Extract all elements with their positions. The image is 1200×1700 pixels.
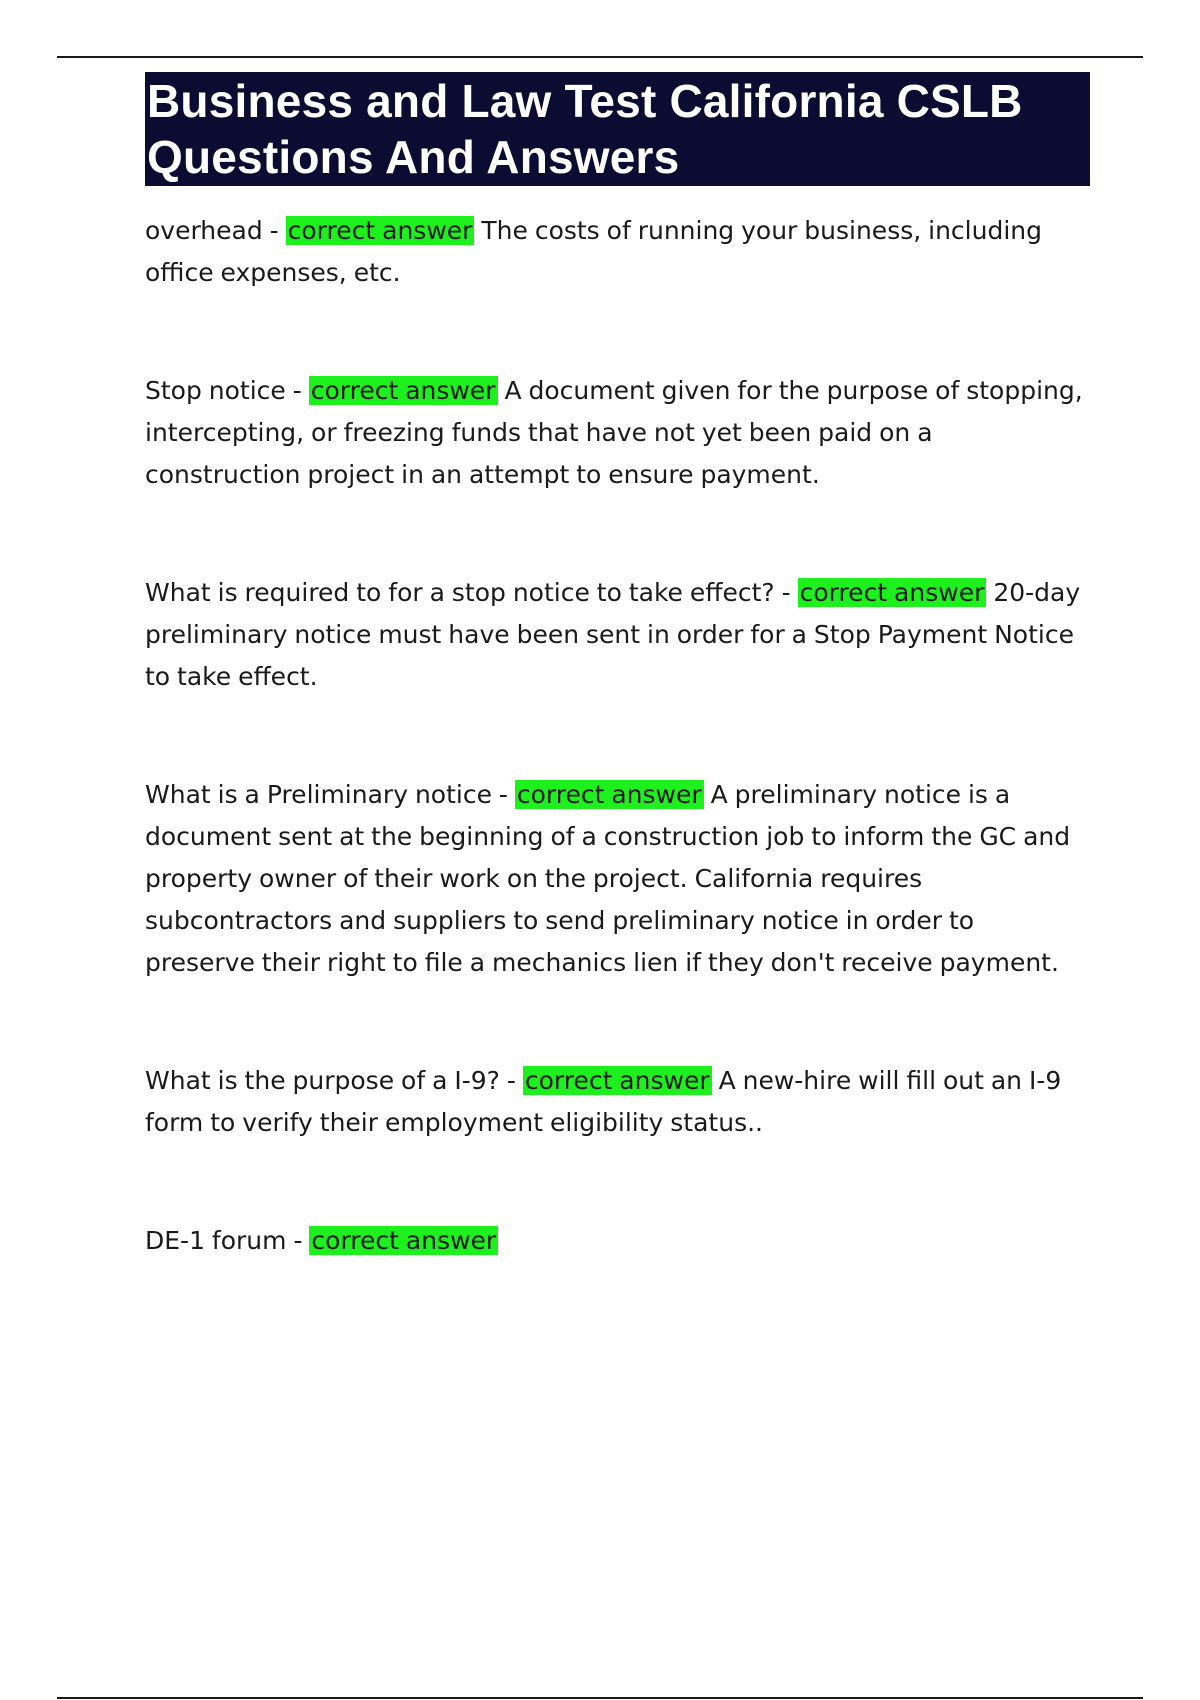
answer-text: A preliminary notice is a document sent at the beginning of a construction job to inform the GC and property owner of their work on the project. California requires subcontractors and suppliers to send preliminary notice in order to preserve their right to file a mechanics lien if they don't receive payment. xyxy=(145,780,1071,977)
correct-answer-highlight: correct answer xyxy=(310,376,496,405)
qa-item-de1-forum xyxy=(145,1220,1090,1262)
correct-answer-highlight: correct answer xyxy=(516,780,702,809)
qa-item-stop-notice-requirement xyxy=(145,572,1090,698)
question-text: What is the purpose of a I-9? - xyxy=(145,1066,523,1095)
top-rule xyxy=(57,56,1143,58)
answer-text: 20-day preliminary notice must have been sent in order for a Stop Payment Notice to take effect. xyxy=(145,578,1081,691)
qa-item-stop-notice xyxy=(145,370,1090,496)
document-body xyxy=(145,72,1090,1338)
document-title: Business and Law Test California CSLB Questions And Answers xyxy=(147,75,1023,183)
question-text: DE-1 forum - xyxy=(145,1226,310,1255)
question-text: What is a Preliminary notice - xyxy=(145,780,515,809)
answer-text: The costs of running your business, including office expenses, etc. xyxy=(145,216,1042,287)
correct-answer-highlight: correct answer xyxy=(311,1226,497,1255)
question-text: overhead - xyxy=(145,216,286,245)
qa-item-overhead xyxy=(145,210,1090,294)
answer-text: A new-hire will fill out an I-9 form to verify their employment eligibility status.. xyxy=(145,1066,1062,1137)
qa-list xyxy=(145,210,1090,1262)
question-text: What is required to for a stop notice to take effect? - xyxy=(145,578,798,607)
question-text: Stop notice - xyxy=(145,376,309,405)
answer-text: A document given for the purpose of stopping, intercepting, or freezing funds that have not yet been paid on a construction project in an attempt to ensure payment. xyxy=(145,376,1083,489)
title-banner xyxy=(145,72,1090,186)
correct-answer-highlight: correct answer xyxy=(287,216,473,245)
bottom-rule xyxy=(57,1697,1143,1699)
qa-item-i9-purpose xyxy=(145,1060,1090,1144)
correct-answer-highlight: correct answer xyxy=(524,1066,710,1095)
correct-answer-highlight: correct answer xyxy=(799,578,985,607)
qa-item-preliminary-notice xyxy=(145,774,1090,984)
